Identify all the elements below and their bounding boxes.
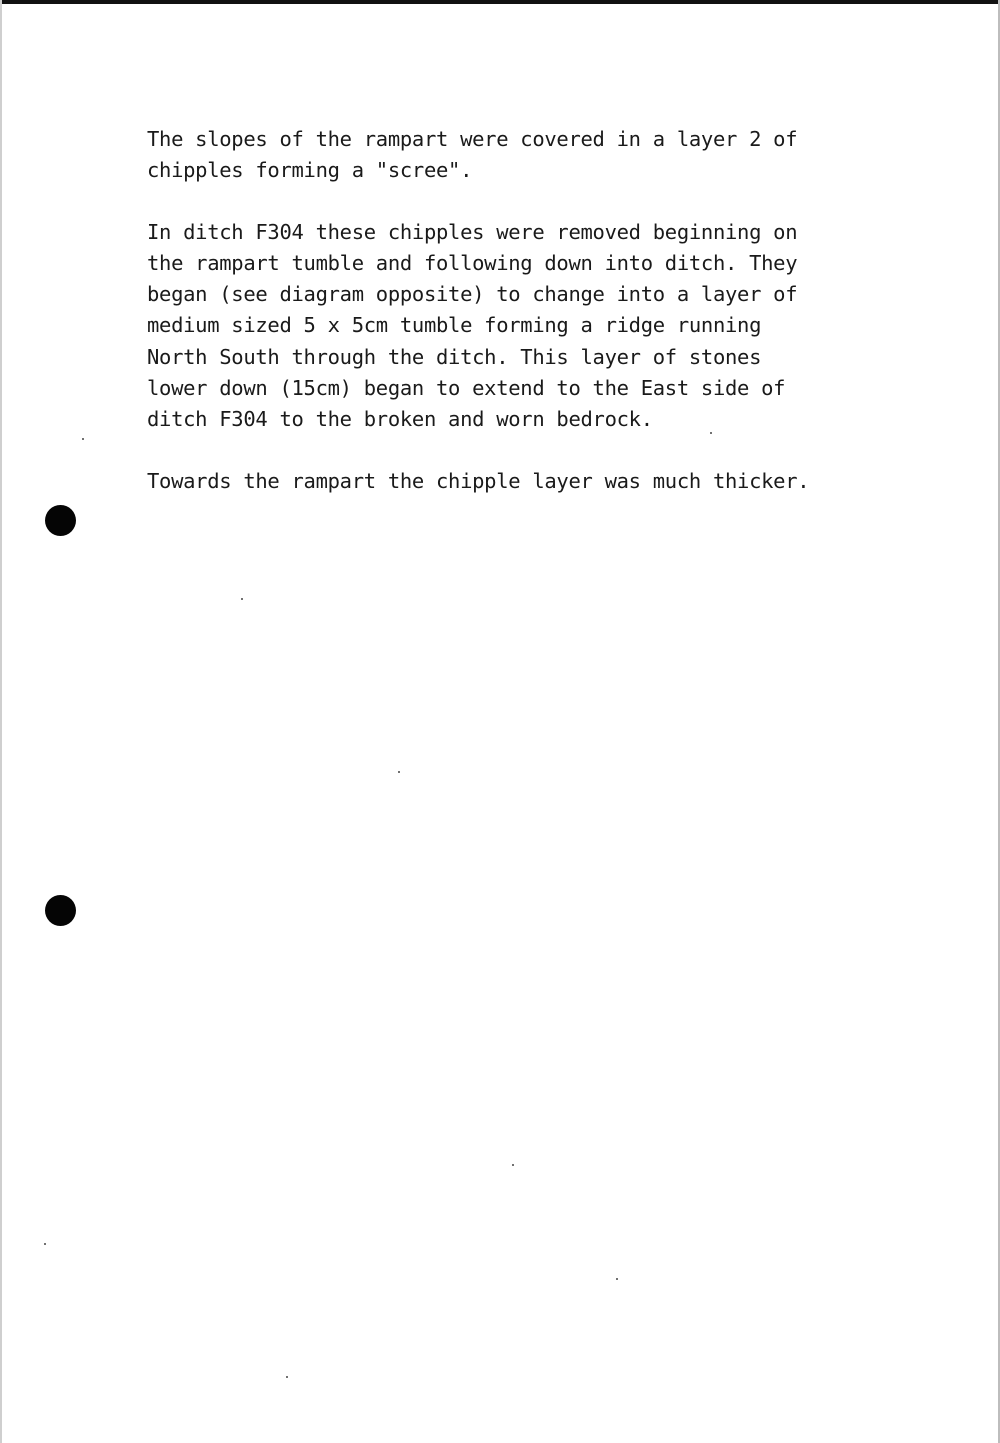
typed-notes [147, 124, 847, 527]
scan-speck [286, 1376, 288, 1378]
scan-left-edge [0, 0, 2, 1443]
paragraph-ditch-f304: In ditch F304 these chipples were removed beginning on the rampart tumble and following down into ditch. They began (see diagram opposite) to change into a layer of medium sized 5 x 5cm tumble forming a ridge running North South through the ditch. This layer of stones lower down (15cm) began to extend to the East side of ditch F304 to the broken and worn bedrock. [147, 219, 798, 432]
scan-speck [82, 438, 84, 440]
punch-hole-lower [45, 895, 76, 926]
scan-speck [512, 1164, 514, 1166]
paragraph-chipple-layer: Towards the rampart the chipple layer was much thicker. [147, 468, 810, 493]
scan-speck [398, 771, 400, 773]
scan-speck [241, 598, 243, 600]
scan-speck [710, 432, 712, 434]
scan-speck [44, 1243, 46, 1245]
scan-speck [616, 1278, 618, 1280]
paragraph-rampart-slopes: The slopes of the rampart were covered in a layer 2 of chipples forming a "scree". [147, 127, 798, 183]
punch-hole-upper [45, 505, 76, 536]
scan-top-edge [0, 0, 1000, 4]
